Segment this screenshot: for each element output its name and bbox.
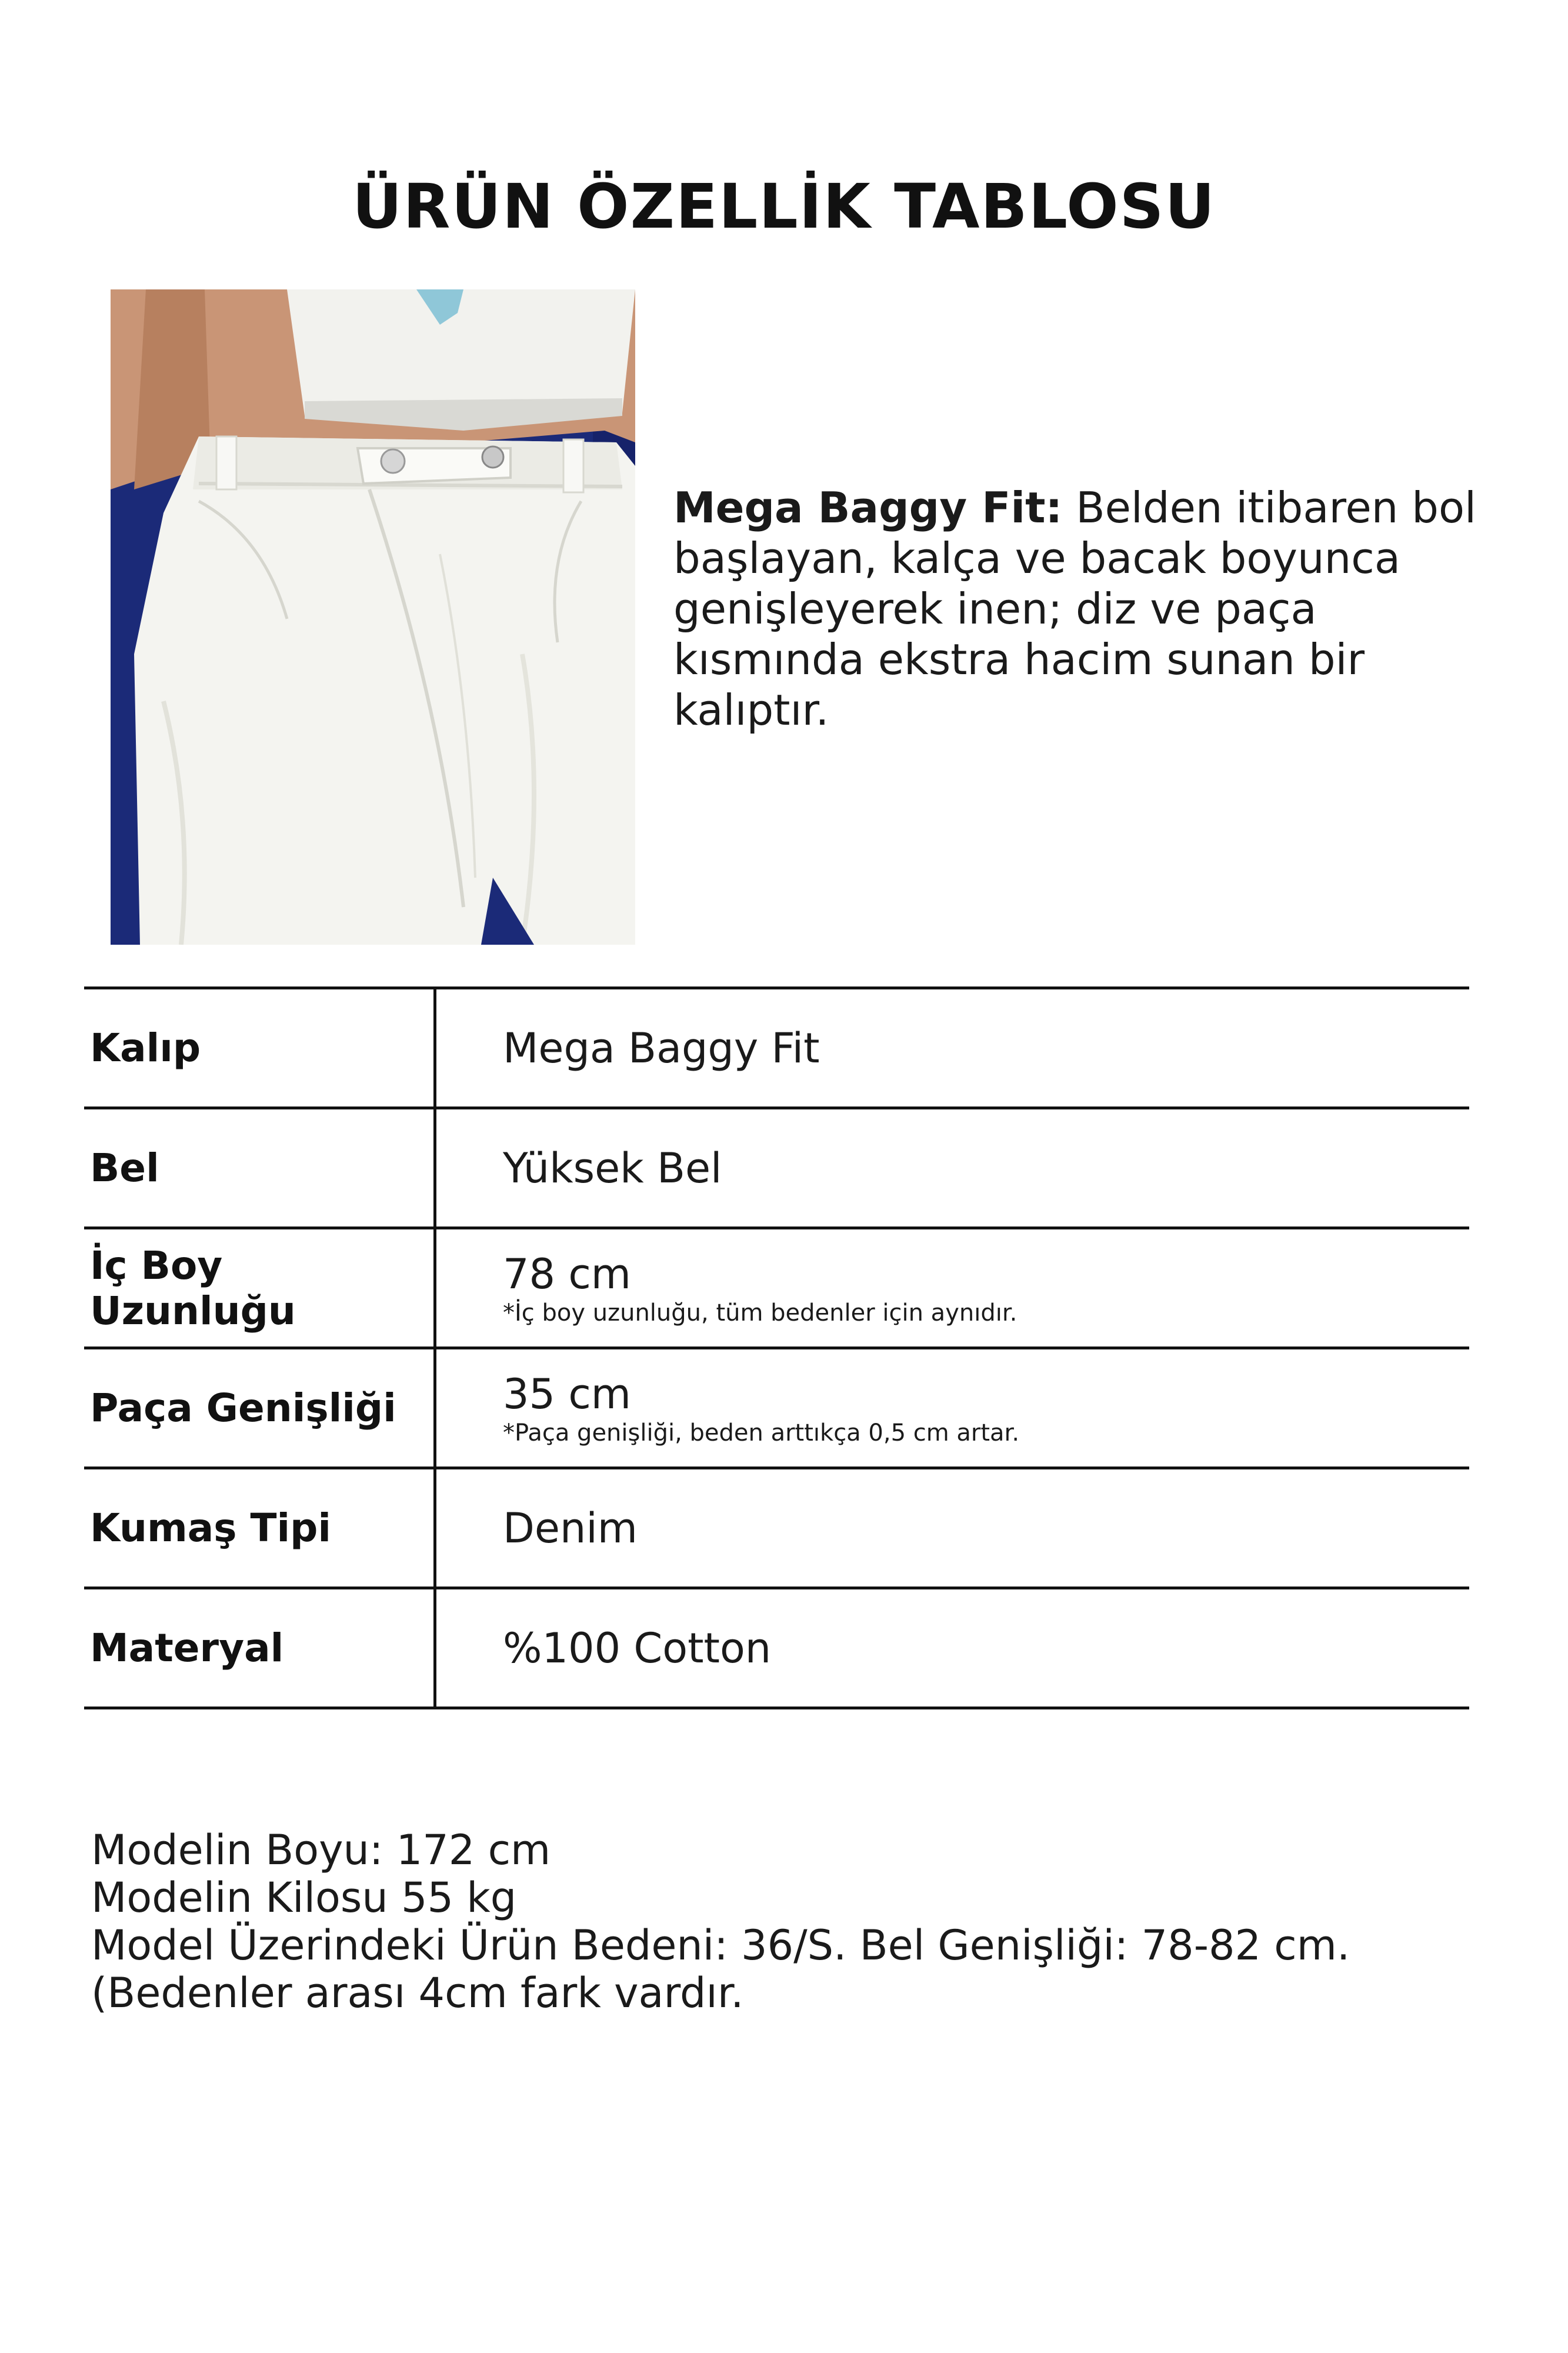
spec-value-cell xyxy=(503,1229,1444,1347)
spec-value: 78 cm xyxy=(503,1249,631,1298)
fit-description xyxy=(673,482,1509,735)
spec-table xyxy=(84,986,1469,1709)
column-divider xyxy=(433,1589,436,1707)
model-info xyxy=(91,1827,1503,2017)
column-divider xyxy=(433,1109,436,1227)
spec-row-bel xyxy=(84,1106,1469,1227)
fit-description-text: Belden itibaren bol başlayan, kalça ve bacak boyunca genişleyerek inen; diz ve paça kısmında ekstra hacim sunan bir kalıptır. xyxy=(673,483,1477,735)
spec-row-paca xyxy=(84,1347,1469,1467)
spec-row-materyal xyxy=(84,1587,1469,1709)
column-divider xyxy=(433,1229,436,1347)
spec-value-cell xyxy=(503,1109,1444,1227)
spec-key: Materyal xyxy=(90,1625,284,1671)
page-title: ÜRÜN ÖZELLİK TABLOSU xyxy=(352,171,1216,242)
column-divider xyxy=(433,1349,436,1467)
fit-description-label: Mega Baggy Fit: xyxy=(673,483,1063,532)
spec-value: Mega Baggy Fit xyxy=(503,1024,820,1072)
spec-key: İç Boy Uzunluğu xyxy=(90,1242,296,1334)
spec-note: *İç boy uzunluğu, tüm bedenler için aynıdır. xyxy=(503,1299,1017,1327)
spec-value-cell xyxy=(503,1589,1444,1707)
spec-key: Bel xyxy=(90,1145,159,1191)
column-divider xyxy=(433,1469,436,1587)
model-weight: Modelin Kilosu 55 kg xyxy=(91,1874,517,1922)
spec-row-kumas xyxy=(84,1467,1469,1587)
spec-note: *Paça genişliği, beden arttıkça 0,5 cm artar. xyxy=(503,1419,1020,1447)
product-photo xyxy=(111,289,635,945)
spec-key: Kumaş Tipi xyxy=(90,1505,332,1551)
spec-value: Yüksek Bel xyxy=(503,1144,722,1192)
spec-value: %100 Cotton xyxy=(503,1624,772,1672)
spec-key: Kalıp xyxy=(90,1025,201,1071)
spec-row-ic-boy xyxy=(84,1227,1469,1347)
white-jeans-image xyxy=(111,289,635,945)
model-height: Modelin Boyu: 172 cm xyxy=(91,1826,551,1874)
spec-value: 35 cm xyxy=(503,1369,631,1418)
spec-value-cell xyxy=(503,1349,1444,1467)
spec-value: Denim xyxy=(503,1504,638,1552)
spec-row-kalip xyxy=(84,986,1469,1106)
model-size-info: Model Üzerindeki Ürün Bedeni: 36/S. Bel Genişliği: 78-82 cm. (Bedenler arası 4cm fark vardır. xyxy=(91,1921,1350,2017)
spec-value-cell xyxy=(503,1469,1444,1587)
column-divider xyxy=(433,989,436,1106)
spec-key: Paça Genişliği xyxy=(90,1385,396,1431)
spec-value-cell xyxy=(503,989,1444,1106)
